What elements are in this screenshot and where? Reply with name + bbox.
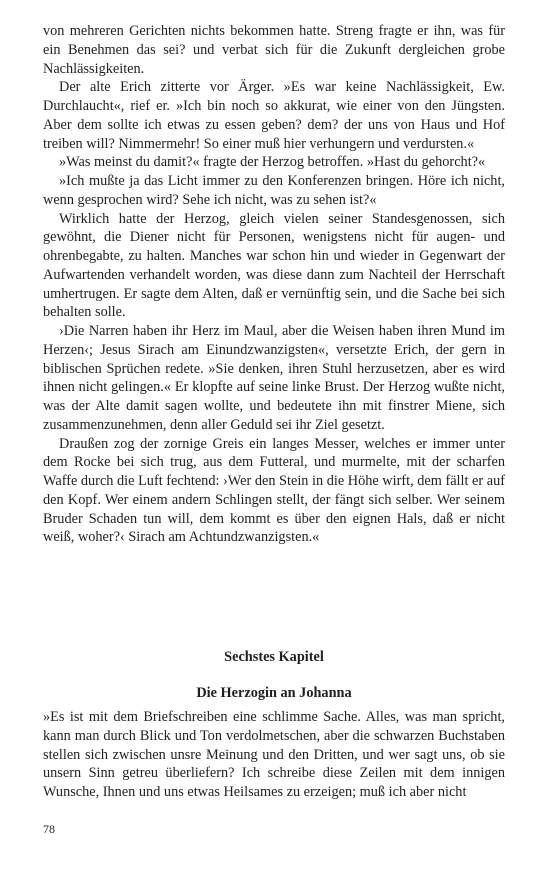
paragraph: ›Die Narren haben ihr Herz im Maul, aber die Weisen haben ihren Mund im Herzen‹; Jesus Sirach am Einundzwanzigsten«, versetzte Erich, der gern in biblischen Sprüchen redete. »Sie denken, ihren Stuhl herzusetzen, aber es wird ihnen nicht gelingen.« Er klopfte auf seine linke Brust. Der Herzog wußte nicht, was der Alte damit sagen wollte, und bedeutete ihn mit finstrer Miene, sich zusammenzunehmen, denn aller Geduld sei ihr Ziel gesetzt. bbox=[43, 323, 505, 433]
chapter-number: Sechstes Kapitel bbox=[224, 649, 324, 665]
paragraph: »Ich mußte ja das Licht immer zu den Konferenzen bringen. Höre ich nicht, wenn gesprochen wird? Sehe ich nicht, was zu sehen ist?« bbox=[43, 173, 505, 208]
chapter-title: Die Herzogin an Johanna bbox=[196, 685, 352, 701]
paragraph: von mehreren Gerichten nichts bekommen hatte. Streng fragte er ihn, was für ein Benehmen das sei? und verbat sich für die Zukunft dergleichen grobe Nachlässigkeiten. bbox=[43, 23, 505, 77]
paragraph: »Was meinst du damit?« fragte der Herzog betroffen. »Hast du gehorcht?« bbox=[59, 154, 486, 171]
letter-section bbox=[43, 708, 505, 802]
paragraph: Der alte Erich zitterte vor Ärger. »Es war keine Nachlässigkeit, Ew. Durchlaucht«, rief er. »Ich bin noch so akkurat, wie einer von den Jüngsten. Aber dem sollte ich etwas zu essen geben? dem? der uns von Haus und Hof treiben will? Nimmermehr! So einer muß hier verhungern und verdursten.« bbox=[43, 79, 505, 152]
paragraph: Wirklich hatte der Herzog, gleich vielen seiner Standesgenossen, sich gewöhnt, die Diener nicht für Personen, wenigstens nicht für augen- und ohrenbegabte, zu halten. Manches war schon hin und wieder in Gegenwart der Aufwartenden verhandelt worden, was diese dann zum Nachteil der Herrschaft umhertrugen. Er sagte dem Alten, daß er vernünftig sein, und die Sache bei sich behalten solle. bbox=[43, 210, 505, 321]
letter-paragraph: »Es ist mit dem Briefschreiben eine schlimme Sache. Alles, was man spricht, kann man durch Blick und Ton verdolmetschen, aber die schwarzen Buchstaben stellen sich zwischen unsre Meinung und den Dritten, und wer sagt uns, ob sie unsern Sinn getreu überliefern? Ich schreibe diese Zeilen mit dem innigen Wunsche, Ihnen und uns etwas Heilsames zu erzeigen; muß ich aber nicht bbox=[43, 709, 505, 800]
paragraph: Draußen zog der zornige Greis ein langes Messer, welches er immer unter dem Rocke bei sich trug, aus dem Futteral, und murmelte, mit der scharfen Waffe durch die Luft fechtend: ›Wer den Stein in die Höhe wirft, dem fällt er auf den Kopf. Wer einem andern Schlingen stellt, der fängt sich selber. Wer seinem Bruder Schaden tun will, dem kommt es über den eignen Hals, daß er nicht weiß, woher?‹ Sirach am Achtundzwanzigsten.« bbox=[43, 435, 505, 546]
page-number: 78 bbox=[43, 822, 55, 836]
page-body bbox=[43, 22, 505, 800]
